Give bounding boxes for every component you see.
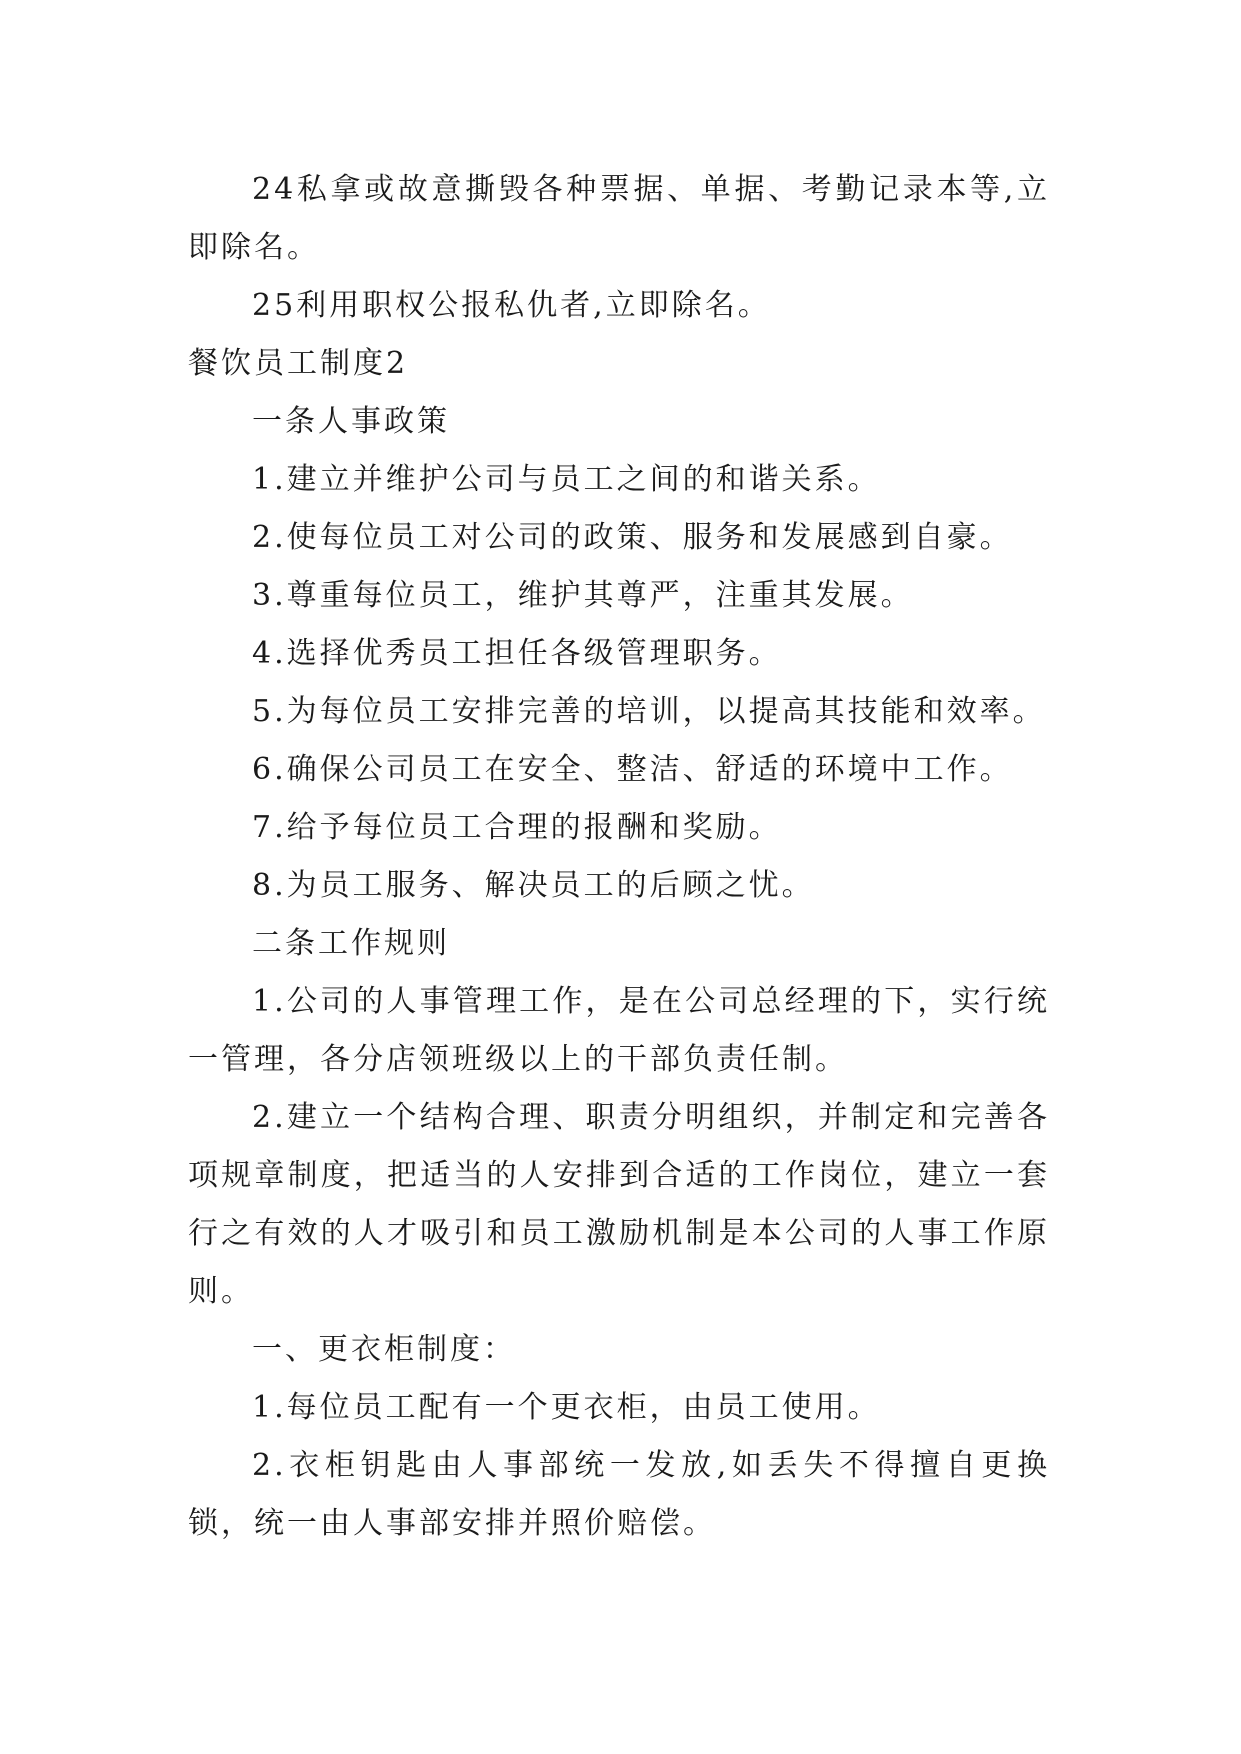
policy-item-2: 2.使每位员工对公司的政策、服务和发展感到自豪。 bbox=[252, 520, 1013, 555]
document-body bbox=[188, 161, 1050, 1553]
policy-item-8: 8.为员工服务、解决员工的后顾之忧。 bbox=[252, 868, 815, 903]
section-title: 餐饮员工制度2 bbox=[188, 346, 409, 381]
policy-item-7: 7.给予每位员工合理的报酬和奖励。 bbox=[252, 810, 782, 845]
policy-item-5: 5.为每位员工安排完善的培训，以提高其技能和效率。 bbox=[252, 694, 1046, 729]
paragraph-item-24: 24私拿或故意撕毁各种票据、单据、考勤记录本等,立即除名。 bbox=[188, 172, 1050, 265]
rule-item-1: 1.公司的人事管理工作，是在公司总经理的下，实行统一管理，各分店领班级以上的干部负责任制。 bbox=[188, 984, 1050, 1077]
policy-item-4: 4.选择优秀员工担任各级管理职务。 bbox=[252, 636, 782, 671]
subheading-locker-policy: 一、更衣柜制度： bbox=[252, 1332, 516, 1367]
policy-item-3: 3.尊重每位员工，维护其尊严，注重其发展。 bbox=[252, 578, 914, 613]
locker-item-2: 2.衣柜钥匙由人事部统一发放,如丢失不得擅自更换锁，统一由人事部安排并照价赔偿。 bbox=[188, 1448, 1050, 1541]
subheading-personnel-policy: 一条人事政策 bbox=[252, 404, 450, 439]
policy-item-6: 6.确保公司员工在安全、整洁、舒适的环境中工作。 bbox=[252, 752, 1013, 787]
locker-item-1: 1.每位员工配有一个更衣柜，由员工使用。 bbox=[252, 1390, 881, 1425]
subheading-work-rules: 二条工作规则 bbox=[252, 926, 450, 961]
rule-item-2: 2.建立一个结构合理、职责分明组织，并制定和完善各项规章制度，把适当的人安排到合适的工作岗位，建立一套行之有效的人才吸引和员工激励机制是本公司的人事工作原则。 bbox=[188, 1100, 1050, 1309]
paragraph-item-25: 25利用职权公报私仇者,立即除名。 bbox=[252, 288, 771, 323]
policy-item-1: 1.建立并维护公司与员工之间的和谐关系。 bbox=[252, 462, 881, 497]
